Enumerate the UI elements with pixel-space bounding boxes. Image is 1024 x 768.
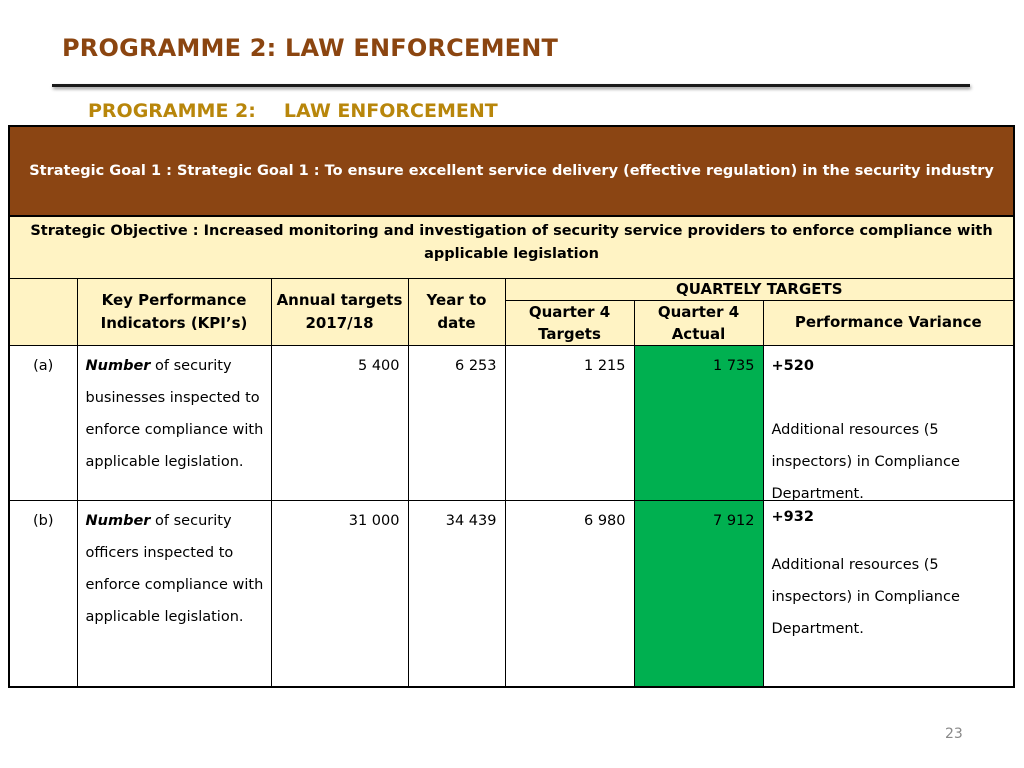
strategic-objective: Strategic Objective : Increased monitoring and investigation of security service providers to enforce compliance with applicable legislation xyxy=(9,216,1014,278)
table-row xyxy=(9,500,1014,687)
kpi-description xyxy=(77,500,271,687)
annual-target-value: 31 000 xyxy=(271,500,408,687)
table-row xyxy=(9,345,1014,500)
year-to-date-value: 6 253 xyxy=(408,345,505,500)
annual-target-value: 5 400 xyxy=(271,345,408,500)
header-annual-targets: Annual targets 2017/18 xyxy=(271,278,408,345)
slide-title: PROGRAMME 2: LAW ENFORCEMENT xyxy=(62,34,559,62)
header-row-1 xyxy=(9,278,1014,300)
strategic-goal: Strategic Goal 1 : Strategic Goal 1 : To ensure excellent service delivery (effective regulation) in the security industry xyxy=(9,126,1014,216)
subtitle-left: PROGRAMME 2: xyxy=(88,100,256,122)
slide-subtitle xyxy=(88,100,498,122)
kpi-rest: of security officers inspected to enforce compliance with applicable legislation. xyxy=(85,512,264,625)
kpi-lead: Number xyxy=(85,357,151,374)
performance-variance xyxy=(763,500,1014,687)
kpi-rest: of security businesses inspected to enforce compliance with applicable legislation. xyxy=(85,357,264,470)
q4-actual-value: 1 735 xyxy=(634,345,763,500)
year-to-date-value: 34 439 xyxy=(408,500,505,687)
kpi-table xyxy=(8,125,1015,688)
header-performance-variance: Performance Variance xyxy=(763,300,1014,345)
row-index: (b) xyxy=(9,500,77,687)
kpi-lead: Number xyxy=(85,512,151,529)
variance-value: +520 xyxy=(771,357,814,374)
header-kpi: Key Performance Indicators (KPI’s) xyxy=(77,278,271,345)
page-number: 23 xyxy=(945,726,963,742)
q4-target-value: 6 980 xyxy=(505,500,634,687)
variance-value: +932 xyxy=(771,508,814,525)
strategic-goal-row xyxy=(9,126,1014,216)
header-index-cell xyxy=(9,278,77,345)
strategic-objective-row xyxy=(9,216,1014,278)
kpi-description xyxy=(77,345,271,500)
variance-note: Additional resources (5 inspectors) in Compliance Department. xyxy=(771,421,960,502)
variance-note: Additional resources (5 inspectors) in Compliance Department. xyxy=(771,556,960,637)
header-year-to-date: Year to date xyxy=(408,278,505,345)
performance-variance xyxy=(763,345,1014,500)
title-divider xyxy=(52,84,970,87)
q4-target-value: 1 215 xyxy=(505,345,634,500)
subtitle-right: LAW ENFORCEMENT xyxy=(283,100,498,122)
header-q4-targets: Quarter 4 Targets xyxy=(505,300,634,345)
row-index: (a) xyxy=(9,345,77,500)
q4-actual-value: 7 912 xyxy=(634,500,763,687)
header-q4-actual: Quarter 4 Actual xyxy=(634,300,763,345)
header-quartely-targets: QUARTELY TARGETS xyxy=(505,278,1014,300)
